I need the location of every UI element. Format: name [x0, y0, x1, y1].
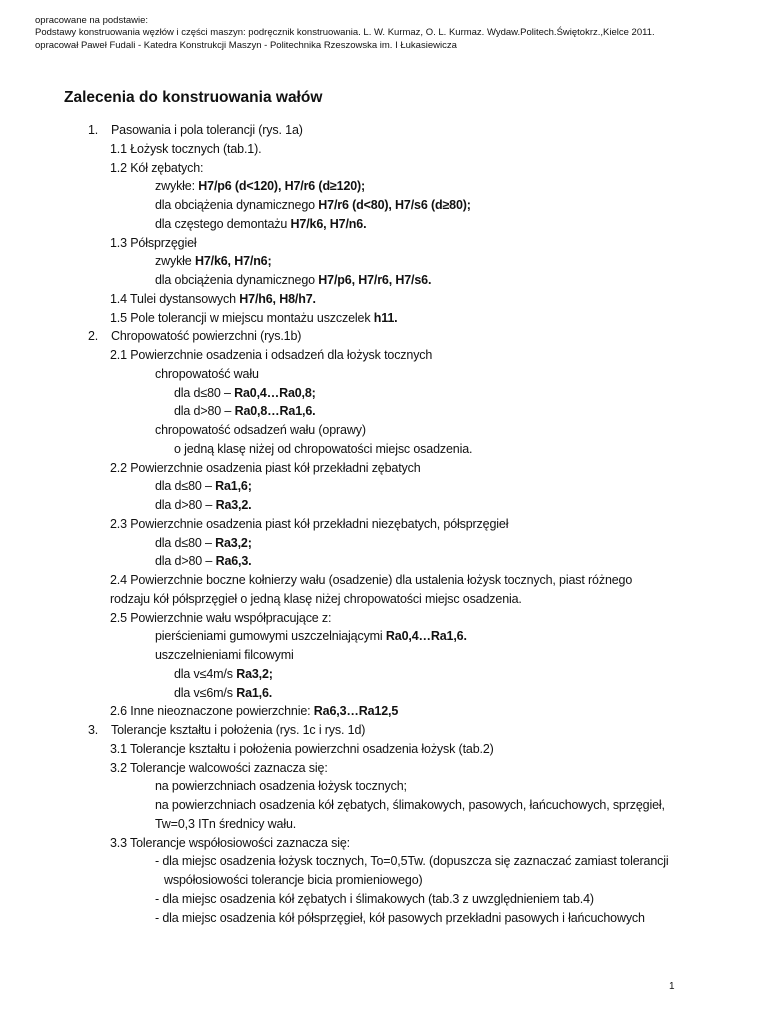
item-2-3-label: 2.3 Powierzchnie osadzenia piast kół przekładni niezębatych, półsprzęgieł: [110, 516, 509, 531]
fit-value: H7/p6, H7/r6, H7/s6.: [318, 273, 432, 287]
item-3-2-label: 3.2 Tolerancje walcowości zaznacza się:: [110, 760, 328, 775]
tolerance-line-continuation: współosiowości tolerancje bicia promieniowego): [164, 873, 423, 887]
item-2-5-label: 2.5 Powierzchnie wału współpracujące z:: [110, 610, 332, 625]
roughness-line: [0, 627, 768, 646]
roughness-condition: dla v≤4m/s: [174, 666, 233, 681]
fit-value: H7/k6, H7/n6;: [194, 254, 272, 269]
roughness-condition: pierścieniami gumowymi uszczelniającymi: [155, 629, 383, 644]
fit-value: H7/r6 (d<80), H7/s6 (d≥80);: [318, 198, 471, 212]
header-source-reference: Podstawy konstruowania węzłów i części maszyn: podręcznik konstruowania. L. W. Kurmaz, O. L. Kurmaz. Wydaw.Politech.Świętokrz.,Kielce 2011.: [35, 27, 655, 39]
roughness-value: Ra0,4…Ra0,8;: [234, 385, 316, 400]
roughness-line: [0, 684, 768, 703]
roughness-value: Ra0,4…Ra1,6.: [385, 629, 467, 644]
item-1-5-label: 1.5 Pole tolerancji w miejscu montażu uszczelek: [110, 310, 371, 325]
section-3-heading: [0, 721, 768, 740]
fit-condition: dla obciążenia dynamicznego: [155, 198, 315, 212]
item-2-2-label: 2.2 Powierzchnie osadzenia piast kół przekładni zębatych: [110, 460, 421, 475]
section-2-title: Chropowatość powierzchni (rys.1b): [111, 329, 302, 344]
roughness-value: Ra1,6.: [236, 685, 273, 700]
document-title: Zalecenia do konstruowania wałów: [64, 89, 323, 106]
page-number: 1: [669, 981, 675, 992]
fit-value: H7/p6 (d<120), H7/r6 (d≥120);: [198, 179, 366, 194]
section-3-number: 3.: [88, 723, 99, 737]
roughness-condition: dla d≤80 –: [155, 479, 212, 494]
section-1-title: Pasowania i pola tolerancji (rys. 1a): [111, 123, 303, 137]
fit-line: [0, 271, 768, 290]
fit-line: [0, 196, 768, 215]
item-1-3-label: 1.3 Półsprzęgieł: [110, 235, 197, 250]
roughness-value: Ra6,3…Ra12,5: [313, 704, 399, 719]
tolerance-line: na powierzchniach osadzenia łożysk tocznych;: [155, 779, 407, 794]
tolerance-line: - dla miejsc osadzenia łożysk tocznych, To=0,5Tw. (dopuszcza się zaznaczać zamiast tolerancji: [155, 854, 669, 869]
item-2-1-label: 2.1 Powierzchnie osadzenia i odsadzeń dla łożysk tocznych: [110, 348, 433, 362]
roughness-line: [0, 665, 768, 684]
item-3-1: 3.1 Tolerancje kształtu i położenia powierzchni osadzenia łożysk (tab.2): [110, 741, 494, 756]
roughness-line: [0, 496, 768, 515]
roughness-value: Ra0,8…Ra1,6.: [234, 404, 316, 419]
roughness-value: Ra3,2;: [236, 666, 273, 681]
item-2-6-label: 2.6 Inne nieoznaczone powierzchnie:: [110, 704, 311, 719]
roughness-value: Ra3,2;: [215, 535, 252, 550]
section-2-heading: [0, 327, 768, 346]
fit-line: [0, 215, 768, 234]
item-3-3-label: 3.3 Tolerancje współosiowości zaznacza się:: [110, 835, 350, 850]
section-3-title: Tolerancje kształtu i położenia (rys. 1c i rys. 1d): [111, 723, 366, 737]
document-body: [0, 121, 768, 927]
roughness-condition: dla d>80 –: [155, 498, 213, 512]
roughness-line: [0, 477, 768, 496]
tolerance-line: na powierzchniach osadzenia kół zębatych, ślimakowych, pasowych, łańcuchowych, sprzęgieł,: [155, 798, 665, 812]
roughness-line: [0, 402, 768, 421]
section-2-number: 2.: [88, 329, 99, 344]
fit-condition: dla częstego demontażu: [155, 216, 288, 231]
roughness-value: Ra6,3.: [215, 554, 252, 569]
item-2-6: [0, 702, 768, 721]
roughness-value: Ra3,2.: [215, 498, 252, 512]
tolerance-line: - dla miejsc osadzenia kół półsprzęgieł, kół pasowych przekładni pasowych i łańcuchowych: [155, 910, 645, 925]
roughness-condition: dla d≤80 –: [155, 535, 212, 550]
roughness-group-label: chropowatość odsadzeń wału (oprawy): [155, 423, 366, 437]
section-1-number: 1.: [88, 123, 99, 137]
roughness-value: Ra1,6;: [215, 479, 252, 494]
roughness-condition: dla d>80 –: [174, 404, 232, 419]
fit-condition: dla obciążenia dynamicznego: [155, 273, 315, 287]
roughness-line: [0, 552, 768, 571]
fit-line: [0, 177, 768, 196]
item-1-1: 1.1 Łożysk tocznych (tab.1).: [110, 141, 262, 156]
header-source-label: opracowane na podstawie:: [35, 15, 149, 26]
item-1-4: [0, 290, 768, 309]
fit-value: H7/k6, H7/n6.: [290, 216, 367, 231]
header-author-line: opracował Paweł Fudali - Katedra Konstrukcji Maszyn - Politechnika Rzeszowska im. I Łukasiewicza: [35, 39, 457, 51]
roughness-line: [0, 384, 768, 403]
roughness-group-label: chropowatość wału: [155, 366, 259, 381]
roughness-note: o jedną klasę niżej od chropowatości miejsc osadzenia.: [174, 441, 473, 456]
item-2-4-label: 2.4 Powierzchnie boczne kołnierzy wału (osadzenie) dla ustalenia łożysk tocznych, piast różnego: [110, 573, 633, 587]
roughness-condition: dla d>80 –: [155, 554, 213, 569]
item-2-4-continuation: rodzaju kół półsprzęgieł o jedną klasę niżej chropowatości miejsc osadzenia.: [110, 591, 522, 606]
tolerance-line: - dla miejsc osadzenia kół zębatych i ślimakowych (tab.3 z uwzględnieniem tab.4): [155, 891, 594, 906]
fit-line: [0, 252, 768, 271]
roughness-line: [0, 534, 768, 553]
fit-value: h11.: [373, 310, 398, 325]
item-1-5: [0, 309, 768, 328]
fit-condition: zwykłe:: [155, 179, 195, 194]
item-1-4-label: 1.4 Tulei dystansowych: [110, 291, 236, 306]
item-1-2-label: 1.2 Kół zębatych:: [110, 160, 204, 175]
roughness-condition: dla v≤6m/s: [174, 685, 233, 700]
section-1-heading: [0, 121, 768, 140]
roughness-condition: dla d≤80 –: [174, 385, 231, 400]
roughness-group-label: uszczelnieniami filcowymi: [155, 648, 294, 662]
fit-value: H7/h6, H8/h7.: [239, 291, 316, 306]
document-header: [35, 15, 655, 52]
fit-condition: zwykłe: [155, 254, 192, 269]
tolerance-line: Tw=0,3 ITn średnicy wału.: [155, 816, 297, 831]
